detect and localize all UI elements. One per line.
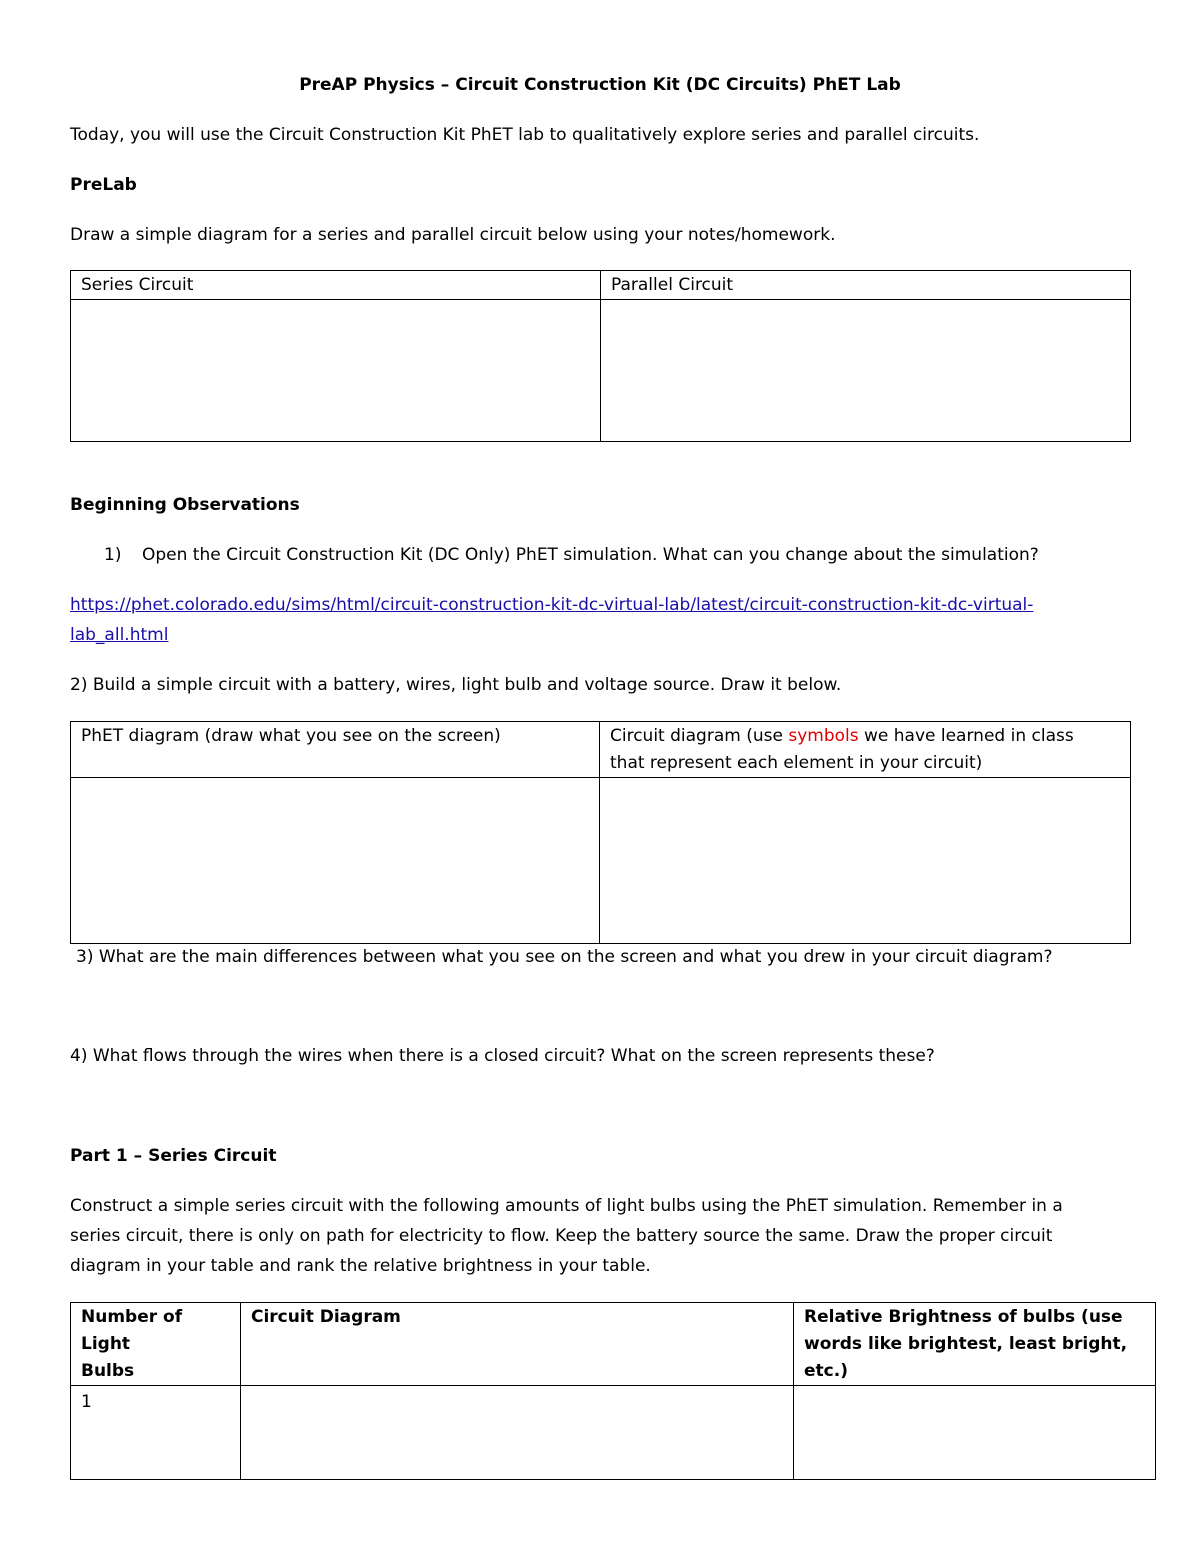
brightness-cell-row-1[interactable] bbox=[794, 1386, 1156, 1480]
prelab-heading: PreLab bbox=[70, 175, 137, 195]
question-1-number: 1) bbox=[104, 545, 122, 565]
circuit-diagram-header-post: we have learned in class bbox=[858, 726, 1074, 746]
relative-brightness-header bbox=[794, 1303, 1156, 1386]
diagram-table bbox=[70, 721, 1131, 944]
parallel-circuit-header: Parallel Circuit bbox=[601, 271, 1131, 300]
circuit-diagram-header-line-2: that represent each element in your circuit) bbox=[610, 753, 983, 773]
relative-brightness-header-line-1: Relative Brightness of bulbs (use bbox=[804, 1307, 1123, 1327]
relative-brightness-header-line-3: etc.) bbox=[804, 1361, 848, 1381]
part-1-paragraph-line-3: diagram in your table and rank the relative brightness in your table. bbox=[70, 1256, 651, 1276]
page-title: PreAP Physics – Circuit Construction Kit (DC Circuits) PhET Lab bbox=[299, 75, 901, 95]
prelab-table bbox=[70, 270, 1131, 442]
number-of-bulbs-header-line-2: Bulbs bbox=[81, 1361, 135, 1381]
question-1-text: Open the Circuit Construction Kit (DC Only) PhET simulation. What can you change about the simulation? bbox=[142, 545, 1039, 565]
circuit-diagram-col-header: Circuit Diagram bbox=[241, 1303, 794, 1386]
question-4-text: 4) What flows through the wires when there is a closed circuit? What on the screen represents these? bbox=[70, 1046, 935, 1066]
series-circuit-header: Series Circuit bbox=[71, 271, 601, 300]
circuit-diagram-drawing-cell[interactable] bbox=[600, 778, 1131, 944]
prelab-instruction: Draw a simple diagram for a series and parallel circuit below using your notes/homework. bbox=[70, 225, 836, 245]
relative-brightness-header-line-2: words like brightest, least bright, bbox=[804, 1334, 1128, 1354]
symbols-highlight: symbols bbox=[788, 726, 859, 746]
part-1-paragraph-line-2: series circuit, there is only on path for electricity to flow. Keep the battery source the same. Draw the proper circuit bbox=[70, 1226, 1053, 1246]
series-circuit-table bbox=[70, 1302, 1156, 1480]
phet-diagram-drawing-cell[interactable] bbox=[71, 778, 600, 944]
question-2-text: 2) Build a simple circuit with a battery, wires, light bulb and voltage source. Draw it below. bbox=[70, 675, 842, 695]
circuit-diagram-header bbox=[600, 722, 1131, 778]
part-1-paragraph-line-1: Construct a simple series circuit with the following amounts of light bulbs using the PhET simulation. Remember in a bbox=[70, 1196, 1063, 1216]
parallel-circuit-drawing-cell[interactable] bbox=[601, 300, 1131, 442]
number-of-bulbs-header-line-1: Number of Light bbox=[81, 1307, 183, 1354]
bulb-count-cell: 1 bbox=[71, 1386, 241, 1480]
circuit-diagram-cell-row-1[interactable] bbox=[241, 1386, 794, 1480]
intro-text: Today, you will use the Circuit Construction Kit PhET lab to qualitatively explore series and parallel circuits. bbox=[70, 125, 980, 145]
circuit-diagram-header-pre: Circuit diagram (use bbox=[610, 726, 789, 746]
phet-diagram-header: PhET diagram (draw what you see on the screen) bbox=[71, 722, 600, 778]
series-circuit-drawing-cell[interactable] bbox=[71, 300, 601, 442]
phet-link-line-1[interactable]: https://phet.colorado.edu/sims/html/circuit-construction-kit-dc-virtual-lab/latest/circuit-construction-kit-dc-virtual- bbox=[70, 595, 1034, 615]
part-1-heading: Part 1 – Series Circuit bbox=[70, 1146, 277, 1166]
number-of-bulbs-header bbox=[71, 1303, 241, 1386]
question-3-text: 3) What are the main differences between what you see on the screen and what you drew in your circuit diagram? bbox=[76, 947, 1053, 967]
beginning-observations-heading: Beginning Observations bbox=[70, 495, 300, 515]
phet-link-line-2[interactable]: lab_all.html bbox=[70, 625, 169, 645]
